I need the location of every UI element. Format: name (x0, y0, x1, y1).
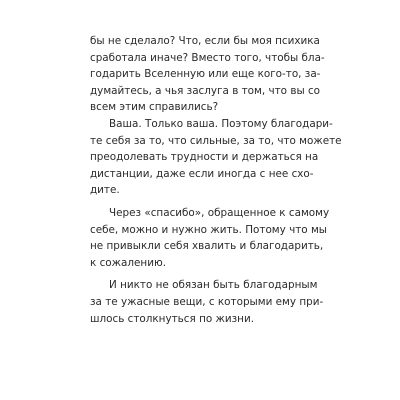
paragraph-1 (90, 33, 325, 116)
text-line: думайтесь, а чья заслуга в том, что вы со (90, 84, 321, 97)
text-line: за те ужасные вещи, с которыми ему при- (90, 295, 324, 308)
body-text (90, 33, 342, 327)
text-line: себе, можно и нужно жить. Потому что мы (90, 223, 327, 236)
text-line: Ваша. Только ваша. Поэтому благодари- (109, 117, 333, 130)
text-line: дите. (90, 184, 120, 197)
text-line: преодолевать трудности и держаться на (90, 151, 319, 164)
text-line: шлось столкнуться по жизни. (90, 312, 255, 325)
paragraph-3 (90, 205, 330, 271)
text-line: И никто не обязан быть благодарным (109, 279, 318, 292)
text-line: бы не сделало? Что, если бы моя психика (90, 35, 320, 47)
text-line: те себя за то, что сильные, за то, что можете (90, 134, 342, 147)
text-line: не привыкли себя хвалить и благодарить, (90, 240, 324, 253)
text-line: Через «спасибо», обращенное к самому (109, 206, 330, 219)
text-line: сработала иначе? Вместо того, чтобы бла- (90, 51, 325, 64)
paragraph-2 (90, 116, 342, 199)
text-line: годарить Вселенную или еще кого-то, за- (90, 68, 321, 81)
text-line: дистанции, даже если иногда с нее схо- (90, 167, 314, 180)
text-line: к сожалению. (90, 256, 167, 269)
paragraph-4 (90, 277, 324, 327)
text-line: всем этим справились? (90, 101, 219, 114)
